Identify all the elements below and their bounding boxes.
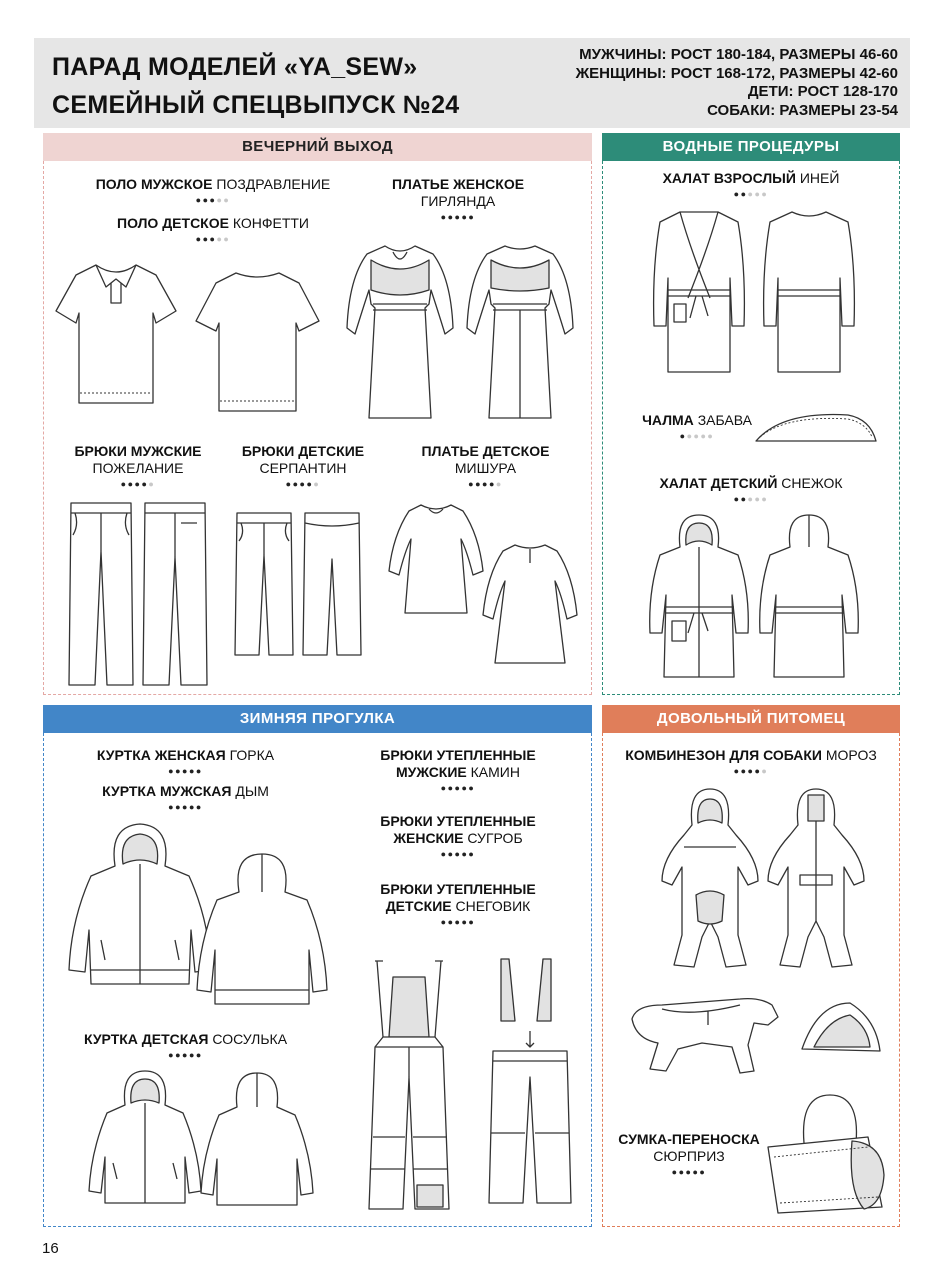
section-winter-title: ЗИМНЯЯ ПРОГУЛКА bbox=[43, 705, 592, 733]
difficulty-dot: ● bbox=[195, 234, 203, 244]
item-turban: ЧАЛМА ЗАБАВА ●●●●● bbox=[622, 412, 772, 442]
difficulty-dot: ● bbox=[733, 766, 741, 776]
section-evening bbox=[43, 133, 592, 695]
dress-kids-front-sketch bbox=[387, 501, 485, 619]
page-title bbox=[52, 48, 460, 124]
difficulty-dot: ● bbox=[700, 431, 708, 441]
difficulty-dot: ● bbox=[693, 431, 701, 441]
difficulty-dot: ● bbox=[440, 917, 448, 927]
difficulty-dots bbox=[373, 211, 543, 223]
difficulty-dot: ● bbox=[740, 494, 748, 504]
robe-kids-back-sketch bbox=[756, 511, 862, 683]
difficulty-dot: ● bbox=[216, 234, 224, 244]
difficulty-dot: ● bbox=[754, 189, 762, 199]
difficulty-dots bbox=[602, 765, 900, 777]
winter-pants-back-sketch bbox=[483, 957, 578, 1207]
difficulty-dot: ● bbox=[127, 479, 135, 489]
difficulty-dot: ● bbox=[733, 189, 741, 199]
difficulty-dots bbox=[63, 765, 308, 777]
title-line-1: ПАРАД МОДЕЛЕЙ «YA_SEW» bbox=[52, 53, 418, 81]
item-pet-bag: СУМКА-ПЕРЕНОСКА СЮРПРИЗ ●●●●● bbox=[614, 1131, 764, 1178]
difficulty-dot: ● bbox=[454, 783, 462, 793]
section-winter bbox=[43, 705, 592, 1227]
difficulty-dot: ● bbox=[468, 917, 476, 927]
difficulty-dots bbox=[363, 916, 553, 928]
jacket-kids-back-sketch bbox=[197, 1069, 317, 1209]
item-polo-kids: ПОЛО ДЕТСКОЕ КОНФЕТТИ ●●●●● bbox=[63, 215, 363, 245]
item-dress-women: ПЛАТЬЕ ЖЕНСКОЕ ГИРЛЯНДА ●●●●● bbox=[373, 176, 543, 223]
difficulty-dot: ● bbox=[202, 195, 210, 205]
item-pants-kids: БРЮКИ ДЕТСКИЕ СЕРПАНТИН ●●●●● bbox=[233, 443, 373, 490]
difficulty-dot: ● bbox=[686, 431, 694, 441]
dress-women-front-sketch bbox=[341, 238, 459, 428]
item-pants-men: БРЮКИ МУЖСКИЕ ПОЖЕЛАНИЕ ●●●●● bbox=[63, 443, 213, 490]
item-dog-suit: КОМБИНЕЗОН ДЛЯ СОБАКИ МОРОЗ ●●●●● bbox=[602, 747, 900, 777]
difficulty-dot: ● bbox=[209, 234, 217, 244]
dog-hood-sketch bbox=[798, 999, 884, 1055]
difficulty-dots bbox=[614, 1166, 764, 1178]
difficulty-dot: ● bbox=[195, 802, 203, 812]
section-water bbox=[602, 133, 900, 695]
pants-kids-back-sketch bbox=[301, 511, 363, 659]
difficulty-dot: ● bbox=[440, 783, 448, 793]
dog-suit-side-sketch bbox=[622, 985, 782, 1077]
dress-kids-back-sketch bbox=[481, 541, 579, 669]
item-polo-men: ПОЛО МУЖСКОЕ ПОЗДРАВЛЕНИЕ ●●●●● bbox=[63, 176, 363, 206]
size-men: МУЖЧИНЫ: РОСТ 180-184, РАЗМЕРЫ 46-60 bbox=[579, 46, 898, 63]
difficulty-dot: ● bbox=[482, 479, 489, 489]
difficulty-dot: ● bbox=[733, 494, 741, 504]
size-range-list bbox=[576, 46, 898, 120]
difficulty-dot: ● bbox=[182, 1050, 189, 1060]
difficulty-dot: ● bbox=[440, 849, 448, 859]
difficulty-dot: ● bbox=[461, 849, 469, 859]
winter-pants-front-sketch bbox=[353, 957, 465, 1215]
difficulty-dot: ● bbox=[188, 766, 196, 776]
difficulty-dot: ● bbox=[223, 195, 231, 205]
item-jacket-men: КУРТКА МУЖСКАЯ ДЫМ ●●●●● bbox=[63, 783, 308, 813]
dress-women-back-sketch bbox=[461, 238, 579, 428]
difficulty-dots bbox=[363, 848, 553, 860]
difficulty-dot: ● bbox=[461, 783, 469, 793]
item-winter-pants-women: БРЮКИ УТЕПЛЕННЫЕ ЖЕНСКИЕ СУГРОБ ●●●●● bbox=[363, 813, 553, 860]
difficulty-dots bbox=[602, 188, 900, 200]
difficulty-dot: ● bbox=[671, 1167, 679, 1177]
item-jacket-women: КУРТКА ЖЕНСКАЯ ГОРКА ●●●●● bbox=[63, 747, 308, 777]
difficulty-dot: ● bbox=[188, 1050, 196, 1060]
difficulty-dot: ● bbox=[495, 479, 503, 489]
item-winter-pants-men: БРЮКИ УТЕПЛЕННЫЕ МУЖСКИЕ КАМИН ●●●●● bbox=[363, 747, 553, 794]
difficulty-dot: ● bbox=[707, 431, 715, 441]
item-jacket-kids: КУРТКА ДЕТСКАЯ СОСУЛЬКА ●●●●● bbox=[63, 1031, 308, 1061]
size-dogs: СОБАКИ: РАЗМЕРЫ 23-54 bbox=[707, 101, 898, 119]
difficulty-dot: ● bbox=[761, 766, 769, 776]
difficulty-dot: ● bbox=[678, 1167, 686, 1177]
difficulty-dots bbox=[233, 478, 373, 490]
difficulty-dots bbox=[622, 430, 772, 442]
difficulty-dot: ● bbox=[447, 849, 455, 859]
difficulty-dot: ● bbox=[182, 802, 189, 812]
difficulty-dot: ● bbox=[454, 212, 462, 222]
difficulty-dots bbox=[63, 478, 213, 490]
page-number: 16 bbox=[42, 1240, 59, 1257]
difficulty-dot: ● bbox=[761, 494, 769, 504]
section-evening-title: ВЕЧЕРНИЙ ВЫХОД bbox=[43, 133, 592, 161]
difficulty-dot: ● bbox=[195, 766, 203, 776]
difficulty-dots bbox=[363, 782, 553, 794]
difficulty-dot: ● bbox=[299, 479, 307, 489]
dog-suit-front-sketch bbox=[658, 785, 762, 973]
difficulty-dot: ● bbox=[175, 766, 183, 776]
section-pet-title: ДОВОЛЬНЫЙ ПИТОМЕЦ bbox=[602, 705, 900, 733]
size-women: ЖЕНЩИНЫ: РОСТ 168-172, РАЗМЕРЫ 42-60 bbox=[575, 64, 898, 82]
difficulty-dots bbox=[63, 233, 363, 245]
robe-adult-front-sketch bbox=[650, 208, 748, 378]
difficulty-dot: ● bbox=[223, 234, 231, 244]
polo-back-sketch bbox=[191, 263, 326, 418]
polo-front-sketch bbox=[51, 253, 181, 413]
difficulty-dot: ● bbox=[454, 917, 462, 927]
difficulty-dot: ● bbox=[747, 494, 755, 504]
difficulty-dot: ● bbox=[306, 479, 314, 489]
difficulty-dot: ● bbox=[447, 917, 455, 927]
size-kids: ДЕТИ: РОСТ 128-170 bbox=[747, 83, 898, 100]
difficulty-dot: ● bbox=[461, 917, 469, 927]
difficulty-dot: ● bbox=[679, 431, 687, 441]
difficulty-dot: ● bbox=[440, 212, 448, 222]
robe-adult-back-sketch bbox=[760, 208, 858, 378]
difficulty-dot: ● bbox=[740, 189, 748, 199]
difficulty-dot: ● bbox=[202, 234, 210, 244]
difficulty-dots bbox=[602, 493, 900, 505]
pants-men-front-sketch bbox=[67, 501, 135, 689]
difficulty-dot: ● bbox=[175, 1050, 183, 1060]
difficulty-dot: ● bbox=[168, 1050, 176, 1060]
difficulty-dot: ● bbox=[285, 479, 293, 489]
difficulty-dot: ● bbox=[141, 479, 149, 489]
difficulty-dot: ● bbox=[488, 479, 496, 489]
pants-kids-front-sketch bbox=[233, 511, 295, 659]
difficulty-dot: ● bbox=[461, 212, 469, 222]
robe-kids-front-sketch bbox=[646, 511, 752, 683]
difficulty-dot: ● bbox=[454, 849, 462, 859]
difficulty-dot: ● bbox=[468, 783, 476, 793]
difficulty-dot: ● bbox=[685, 1167, 693, 1177]
item-winter-pants-kids: БРЮКИ УТЕПЛЕННЫЕ ДЕТСКИЕ СНЕГОВИК ●●●●● bbox=[363, 881, 553, 928]
difficulty-dot: ● bbox=[168, 766, 176, 776]
difficulty-dot: ● bbox=[468, 479, 476, 489]
difficulty-dot: ● bbox=[195, 1050, 203, 1060]
dog-suit-back-sketch bbox=[764, 785, 868, 973]
difficulty-dot: ● bbox=[754, 766, 762, 776]
difficulty-dots bbox=[63, 194, 363, 206]
difficulty-dot: ● bbox=[175, 802, 183, 812]
difficulty-dot: ● bbox=[188, 802, 196, 812]
difficulty-dot: ● bbox=[134, 479, 142, 489]
difficulty-dot: ● bbox=[209, 195, 217, 205]
difficulty-dot: ● bbox=[754, 494, 762, 504]
section-water-title: ВОДНЫЕ ПРОЦЕДУРЫ bbox=[602, 133, 900, 161]
difficulty-dot: ● bbox=[475, 479, 483, 489]
difficulty-dots bbox=[403, 478, 568, 490]
difficulty-dot: ● bbox=[292, 479, 300, 489]
difficulty-dot: ● bbox=[148, 479, 156, 489]
difficulty-dot: ● bbox=[447, 783, 455, 793]
difficulty-dot: ● bbox=[216, 195, 224, 205]
difficulty-dot: ● bbox=[447, 212, 455, 222]
section-pet bbox=[602, 705, 900, 1227]
item-robe-adult: ХАЛАТ ВЗРОСЛЫЙ ИНЕЙ ●●●●● bbox=[602, 170, 900, 200]
difficulty-dot: ● bbox=[168, 802, 176, 812]
item-robe-kids: ХАЛАТ ДЕТСКИЙ СНЕЖОК ●●●●● bbox=[602, 475, 900, 505]
difficulty-dot: ● bbox=[692, 1167, 700, 1177]
pants-men-back-sketch bbox=[141, 501, 209, 689]
difficulty-dots bbox=[63, 801, 308, 813]
difficulty-dot: ● bbox=[195, 195, 203, 205]
pet-bag-sketch bbox=[760, 1087, 890, 1217]
difficulty-dot: ● bbox=[740, 766, 748, 776]
difficulty-dot: ● bbox=[313, 479, 321, 489]
difficulty-dot: ● bbox=[468, 212, 476, 222]
title-line-2: СЕМЕЙНЫЙ СПЕЦВЫПУСК №24 bbox=[52, 91, 460, 119]
jacket-kids-front-sketch bbox=[85, 1067, 205, 1207]
difficulty-dots bbox=[63, 1049, 308, 1061]
difficulty-dot: ● bbox=[120, 479, 128, 489]
turban-sketch bbox=[752, 411, 880, 445]
page-header bbox=[34, 38, 910, 128]
difficulty-dot: ● bbox=[761, 189, 769, 199]
difficulty-dot: ● bbox=[747, 189, 755, 199]
jacket-back-sketch bbox=[193, 850, 331, 1010]
difficulty-dot: ● bbox=[468, 849, 476, 859]
difficulty-dot: ● bbox=[747, 766, 755, 776]
difficulty-dot: ● bbox=[699, 1167, 707, 1177]
item-dress-kids: ПЛАТЬЕ ДЕТСКОЕ МИШУРА ●●●●● bbox=[403, 443, 568, 490]
difficulty-dot: ● bbox=[182, 766, 189, 776]
